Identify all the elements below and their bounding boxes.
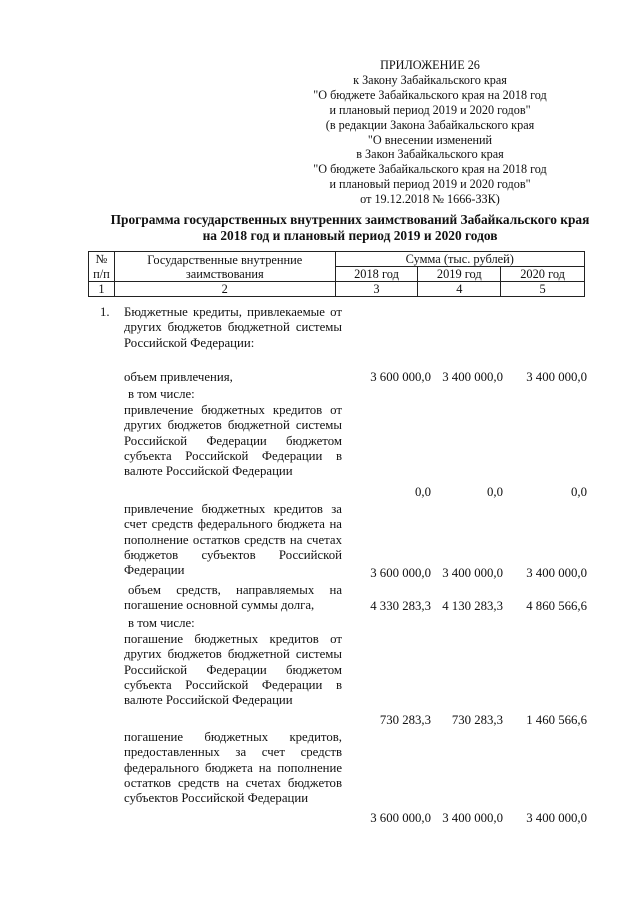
title-line-1: Программа государственных внутренних заимствований Забайкальского края: [110, 212, 590, 227]
num-header-top: №: [89, 252, 115, 267]
value-2018: 0,0: [415, 485, 431, 499]
appendix-line: ПРИЛОЖЕНИЕ 26: [380, 58, 480, 72]
row-label: погашение бюджетных кредитов от других бюджетов бюджетной системы Российской Федерации бюджетом субъекта Российской Федерации в валюте Российской Федерации: [124, 632, 342, 708]
appendix-line: от 19.12.2018 № 1666-ЗЗК): [360, 192, 500, 207]
row-number: 1.: [100, 305, 110, 319]
value-2020: 1 460 566,6: [526, 713, 587, 727]
num-header-bottom: п/п: [89, 267, 115, 282]
row-label: в том числе:: [128, 387, 195, 401]
col-number: 5: [501, 282, 585, 297]
row-label: объем средств, направляемых на погашение основной суммы долга,: [124, 583, 342, 613]
value-2020: 3 400 000,0: [526, 566, 587, 580]
row-label: привлечение бюджетных кредитов от других бюджетов бюджетной системы Российской Федерации бюджетом субъекта Российской Федерации в валюте Российской Федерации: [124, 403, 342, 479]
appendix-line: "О внесении изменений: [367, 132, 493, 147]
appendix-line: "О бюджете Забайкальского края на 2018 год: [313, 87, 547, 102]
value-2018: 730 283,3: [379, 713, 431, 727]
title-line-2: на 2018 год и плановый период 2019 и 2020 годов: [202, 227, 498, 243]
year-header-2020: 2020 год: [501, 267, 585, 282]
table-header: [88, 251, 585, 297]
value-2019: 3 400 000,0: [442, 566, 503, 580]
value-2020: 3 400 000,0: [526, 811, 587, 825]
value-2019: 3 400 000,0: [442, 811, 503, 825]
sum-header: Сумма (тыс. рублей): [335, 252, 584, 267]
appendix-line: "О бюджете Забайкальского края на 2018 год: [313, 162, 547, 177]
row-label: объем привлечения,: [124, 370, 233, 384]
document-title: [60, 212, 640, 243]
row-label: привлечение бюджетных кредитов за счет средств федерального бюджета на пополнение остатков средств на счетах бюджетов субъектов Российской Федерации: [124, 502, 342, 578]
value-2019: 3 400 000,0: [442, 370, 503, 384]
value-2019: 0,0: [487, 485, 503, 499]
value-2020: 3 400 000,0: [526, 370, 587, 384]
value-2020: 4 860 566,6: [526, 599, 587, 613]
year-header-2018: 2018 год: [335, 267, 418, 282]
appendix-line: и плановый период 2019 и 2020 годов": [329, 102, 531, 117]
value-2018: 3 600 000,0: [370, 811, 431, 825]
appendix-line: (в редакции Закона Забайкальского края: [325, 117, 535, 132]
year-header-2019: 2019 год: [418, 267, 501, 282]
col-number: 3: [335, 282, 418, 297]
col-number: 4: [418, 282, 501, 297]
name-header: Государственные внутренние заимствования: [114, 252, 335, 282]
appendix-line: и плановый период 2019 и 2020 годов": [329, 177, 531, 192]
value-2019: 4 130 283,3: [442, 599, 503, 613]
value-2020: 0,0: [571, 485, 587, 499]
row-label: в том числе:: [128, 616, 195, 630]
value-2018: 4 330 283,3: [370, 599, 431, 613]
value-2018: 3 600 000,0: [370, 370, 431, 384]
col-number: 2: [114, 282, 335, 297]
value-2018: 3 600 000,0: [370, 566, 431, 580]
appendix-line: к Закону Забайкальского края: [353, 72, 507, 87]
appendix-line: в Закон Забайкальского края: [356, 147, 504, 162]
row-label: погашение бюджетных кредитов, предоставленных за счет средств федерального бюджета на пополнение остатков средств на счетах бюджетов субъектов Российской Федерации: [124, 730, 342, 806]
row-label: Бюджетные кредиты, привлекаемые от других бюджетов бюджетной системы Российской Федерации:: [124, 305, 342, 350]
appendix-block: [290, 58, 570, 207]
col-number: 1: [89, 282, 115, 297]
value-2019: 730 283,3: [451, 713, 503, 727]
